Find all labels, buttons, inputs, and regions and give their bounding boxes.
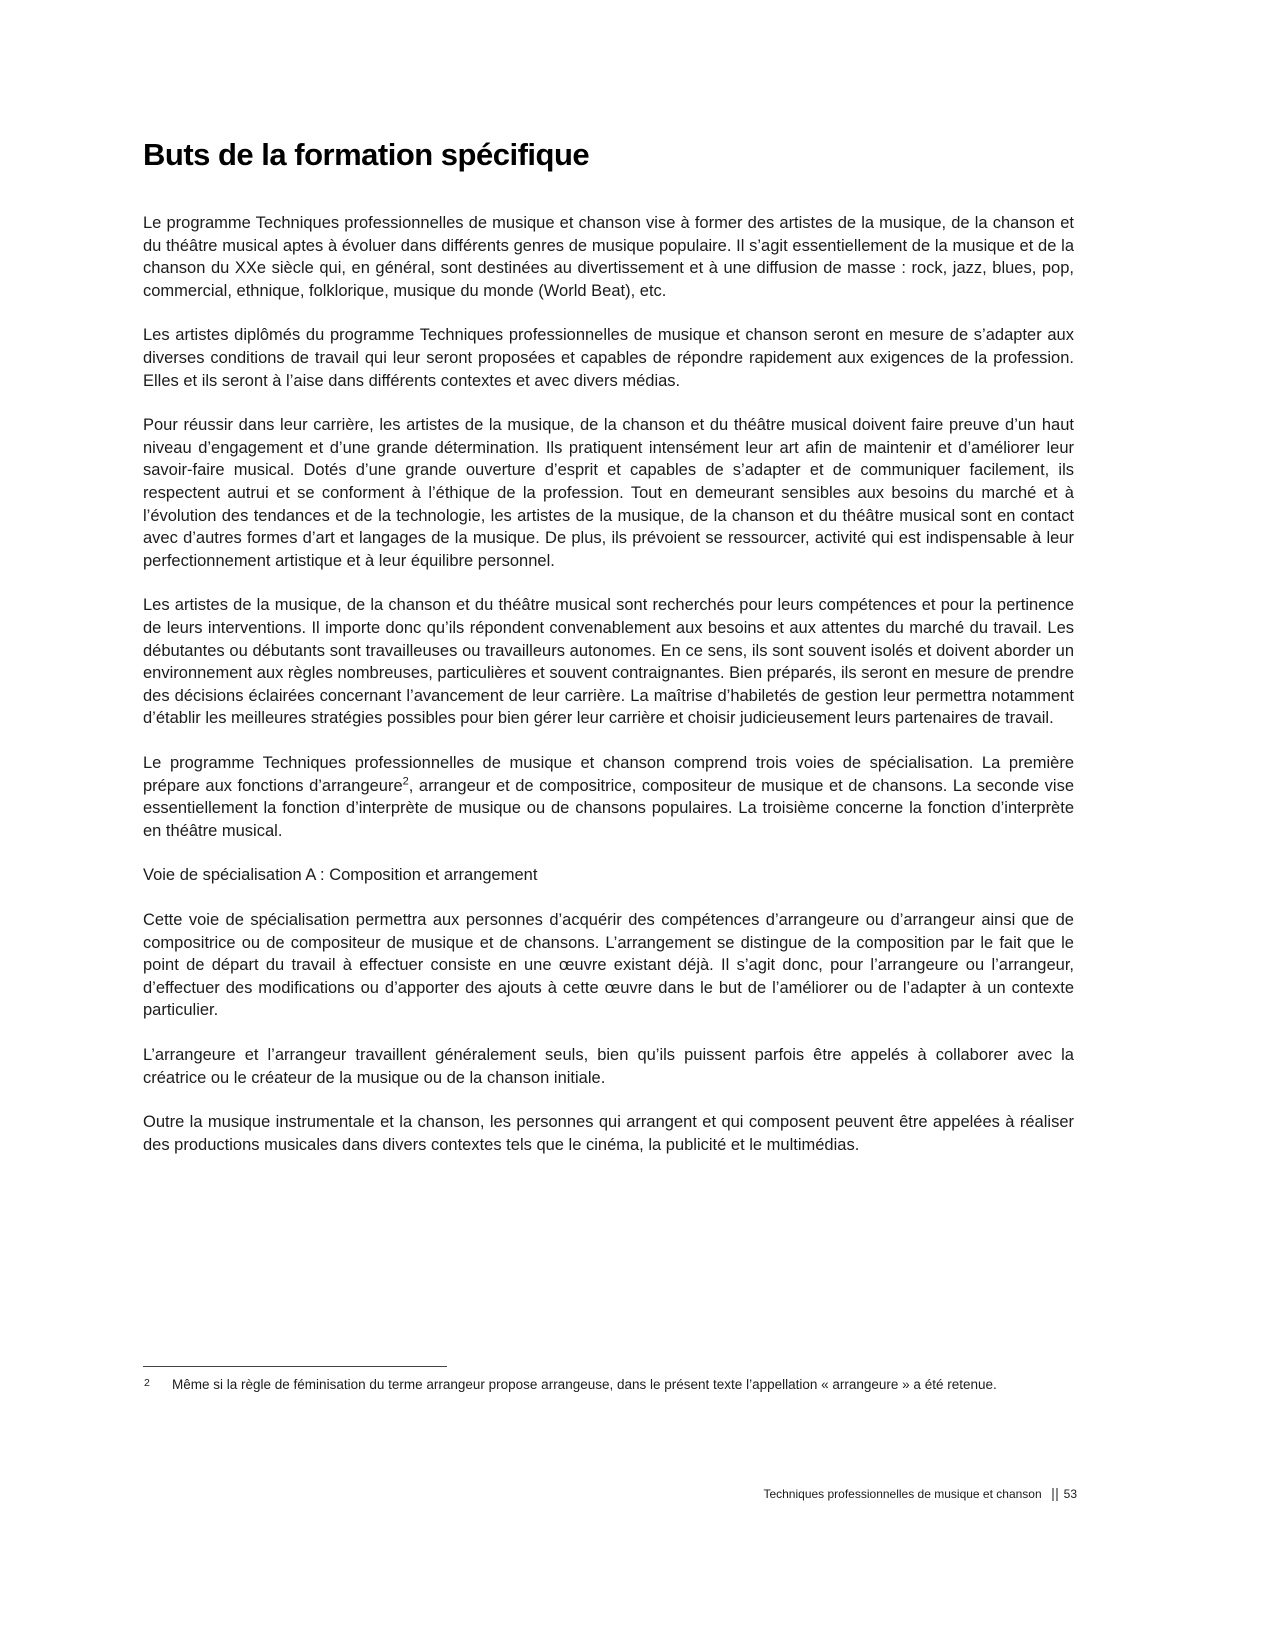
footnote-marker: 2 [144, 1377, 150, 1389]
page-footer [143, 1487, 1077, 1501]
paragraph-with-footnote-reference [143, 752, 1074, 842]
paragraph: Les artistes de la musique, de la chanson et du théâtre musical sont recherchés pour leurs compétences et pour la pertinence de leurs interventions. Il importe donc qu’ils répondent convenablement aux besoins et aux attentes du marché du travail. Les débutantes ou débutants sont travailleuses ou travailleurs autonomes. En ce sens, ils sont souvent isolés et doivent aborder un environnement aux règles nombreuses, particulières et souvent contraignantes. Bien préparés, ils seront en mesure de prendre des décisions éclairées concernant l’avancement de leur carrière. La maîtrise d’habiletés de gestion leur permettra notamment d’établir les meilleures stratégies possibles pour bien gérer leur carrière et choisir judicieusement leurs partenaires de travail. [143, 596, 1074, 728]
footnote-text: Même si la règle de féminisation du terme arrangeur propose arrangeuse, dans le présent texte l’appellation « arrangeure » a été retenue. [172, 1377, 997, 1392]
page-title: Buts de la formation spécifique [143, 137, 590, 172]
paragraph: Outre la musique instrumentale et la chanson, les personnes qui arrangent et qui composent peuvent être appelées à réaliser des productions musicales dans divers contextes tels que le cinéma, la publicité et le multimédias. [143, 1113, 1074, 1154]
paragraph: Les artistes diplômés du programme Techniques professionnelles de musique et chanson seront en mesure de s’adapter aux diverses conditions de travail qui leur seront proposées et capables de répondre rapidement aux exigences de la profession. Elles et ils seront à l’aise dans différents contextes et avec divers médias. [143, 326, 1074, 390]
page-number: 53 [1063, 1487, 1077, 1501]
footnote [143, 1375, 1074, 1394]
paragraph: L’arrangeure et l’arrangeur travaillent généralement seuls, bien qu’ils puissent parfois être appelés à collaborer avec la créatrice ou le créateur de la musique ou de la chanson initiale. [143, 1045, 1074, 1087]
paragraph: Le programme Techniques professionnelles de musique et chanson vise à former des artistes de la musique, de la chanson et du théâtre musical aptes à évoluer dans différents genres de musique populaire. Il s’agit essentiellement de la musique et de la chanson du XXe siècle qui, en général, sont destinées au divertissement et à une diffusion de masse : rock, jazz, blues, pop, commercial, ethnique, folklorique, musique du monde (World Beat), etc. [143, 214, 1074, 300]
footnote-reference: 2 [402, 775, 409, 788]
paragraph: Cette voie de spécialisation permettra aux personnes d’acquérir des compétences d’arrangeure ou d’arrangeur ainsi que de compositrice ou de compositeur de musique et de chansons. L’arrangement se distingue de la composition par le fait que le point de départ du travail à effectuer consiste en une œuvre existant déjà. Il s’agit donc, pour l’arrangeure ou l’arrangeur, d’effectuer des modifications ou d’apporter des ajouts à cette œuvre dans le but de l’améliorer ou de l’adapter à un contexte particulier. [143, 910, 1074, 1020]
page-content [143, 138, 1074, 1178]
footnote-area [143, 1366, 1074, 1394]
footer-divider-icon [1052, 1488, 1058, 1501]
section-subheading: Voie de spécialisation A : Composition et arrangement [143, 866, 538, 885]
paragraph: Pour réussir dans leur carrière, les artistes de la musique, de la chanson et du théâtre musical doivent faire preuve d’un haut niveau d’engagement et d’une grande détermination. Ils pratiquent intensément leur art afin de maintenir et d’améliorer leur savoir-faire musical. Dotés d’une grande ouverture d’esprit et capables de s’adapter et de communiquer facilement, ils respectent autrui et se conforment à l’éthique de la profession. Tout en demeurant sensibles aux besoins du marché et à l’évolution des tendances et de la technologie, les artistes de la musique, de la chanson et du théâtre musical sont en contact avec d’autres formes d’art et langages de la musique. De plus, ils prévoient se ressourcer, activité qui est indispensable à leur perfectionnement artistique et à leur équilibre personnel. [143, 416, 1074, 570]
paragraph-text-after-note: , arrangeur et de compositrice, compositeur de musique et de chansons. La seconde vise essentiellement la fonction d’interprète de musique ou de chansons populaires. La troisième concerne la fonction d’interprète en théâtre musical. [143, 776, 1074, 840]
paragraph-text-before-note: Le programme Techniques professionnelles de musique et chanson comprend trois voies de spécialisation. La première prépare aux fonctions d’arrangeure [143, 753, 1074, 795]
footnote-divider [143, 1366, 447, 1367]
footer-title: Techniques professionnelles de musique et chanson [763, 1487, 1042, 1501]
